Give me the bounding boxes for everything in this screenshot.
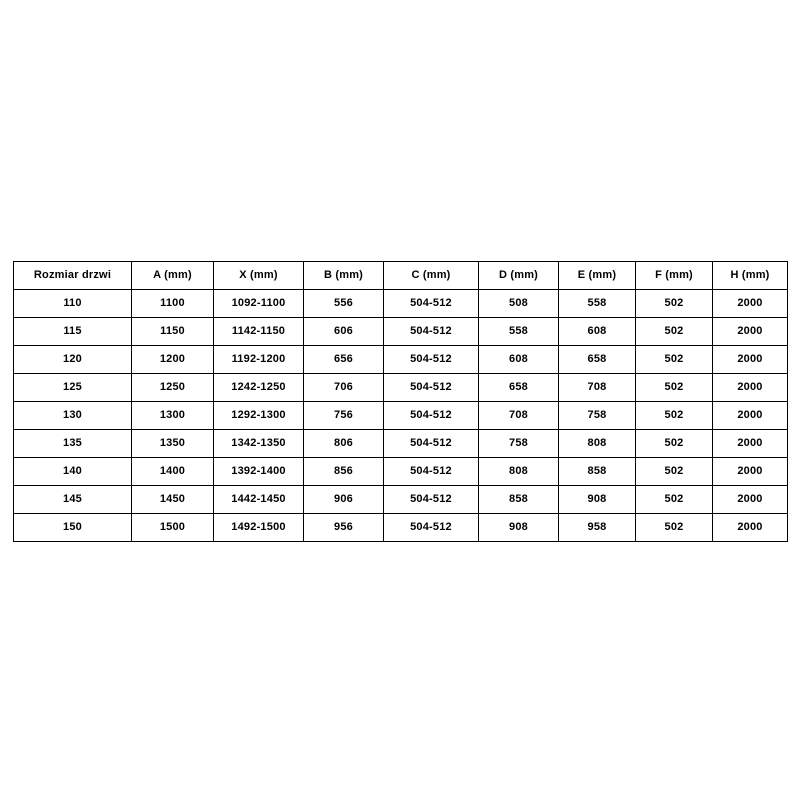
table-cell: 504-512 [384,430,479,458]
table-cell: 502 [636,458,713,486]
table-cell: 608 [479,346,559,374]
table-cell: 110 [14,290,132,318]
table-cell: 706 [304,374,384,402]
table-cell: 958 [559,514,636,542]
table-cell: 2000 [713,318,788,346]
table-row [14,430,788,458]
table-cell: 125 [14,374,132,402]
table-cell: 658 [479,374,559,402]
table-row [14,514,788,542]
table-row [14,458,788,486]
column-header: D (mm) [479,262,559,290]
table-cell: 656 [304,346,384,374]
table-cell: 1250 [132,374,214,402]
table-cell: 504-512 [384,290,479,318]
table-cell: 115 [14,318,132,346]
table-cell: 2000 [713,402,788,430]
table-cell: 1492-1500 [214,514,304,542]
table-cell: 502 [636,290,713,318]
table-row [14,290,788,318]
table-cell: 758 [479,430,559,458]
table-cell: 906 [304,486,384,514]
table-row [14,346,788,374]
table-cell: 558 [479,318,559,346]
table-cell: 1392-1400 [214,458,304,486]
table-cell: 135 [14,430,132,458]
table-cell: 1442-1450 [214,486,304,514]
table-cell: 1400 [132,458,214,486]
table-cell: 508 [479,290,559,318]
column-header: H (mm) [713,262,788,290]
table-cell: 908 [479,514,559,542]
column-header: Rozmiar drzwi [14,262,132,290]
table-cell: 558 [559,290,636,318]
table-cell: 145 [14,486,132,514]
table-cell: 1350 [132,430,214,458]
table-cell: 130 [14,402,132,430]
table-cell: 858 [479,486,559,514]
table-cell: 502 [636,374,713,402]
table-cell: 2000 [713,486,788,514]
table-header [14,262,788,290]
table-cell: 1292-1300 [214,402,304,430]
table-cell: 2000 [713,290,788,318]
column-header: B (mm) [304,262,384,290]
table-header-row [14,262,788,290]
table-cell: 504-512 [384,318,479,346]
table-cell: 708 [559,374,636,402]
table-cell: 502 [636,402,713,430]
column-header: X (mm) [214,262,304,290]
table-row [14,486,788,514]
table-cell: 502 [636,486,713,514]
table-cell: 1092-1100 [214,290,304,318]
table-cell: 808 [559,430,636,458]
table-cell: 504-512 [384,458,479,486]
table-cell: 1300 [132,402,214,430]
table-cell: 608 [559,318,636,346]
table-cell: 856 [304,458,384,486]
table-cell: 2000 [713,374,788,402]
table-row [14,402,788,430]
table-cell: 502 [636,514,713,542]
table-cell: 504-512 [384,514,479,542]
column-header: E (mm) [559,262,636,290]
table-cell: 1142-1150 [214,318,304,346]
table-cell: 502 [636,318,713,346]
table-cell: 2000 [713,514,788,542]
table-cell: 908 [559,486,636,514]
table-cell: 1150 [132,318,214,346]
table-cell: 150 [14,514,132,542]
table-cell: 1500 [132,514,214,542]
table-cell: 120 [14,346,132,374]
column-header: C (mm) [384,262,479,290]
table-cell: 1342-1350 [214,430,304,458]
table-body [14,290,788,542]
table-cell: 1200 [132,346,214,374]
table-cell: 140 [14,458,132,486]
table-cell: 504-512 [384,346,479,374]
table-cell: 858 [559,458,636,486]
table-cell: 504-512 [384,486,479,514]
table-row [14,318,788,346]
table-cell: 504-512 [384,402,479,430]
table-cell: 1100 [132,290,214,318]
table-row [14,374,788,402]
table-cell: 808 [479,458,559,486]
table-cell: 1450 [132,486,214,514]
table-cell: 1192-1200 [214,346,304,374]
table-cell: 606 [304,318,384,346]
table-cell: 758 [559,402,636,430]
table-cell: 2000 [713,346,788,374]
table-cell: 806 [304,430,384,458]
table-cell: 708 [479,402,559,430]
table-cell: 556 [304,290,384,318]
table-cell: 502 [636,430,713,458]
door-size-specification-table [13,261,788,542]
specification-table-container [13,261,787,542]
table-cell: 756 [304,402,384,430]
column-header: F (mm) [636,262,713,290]
table-cell: 658 [559,346,636,374]
table-cell: 1242-1250 [214,374,304,402]
table-cell: 2000 [713,430,788,458]
table-cell: 504-512 [384,374,479,402]
table-cell: 956 [304,514,384,542]
table-cell: 2000 [713,458,788,486]
column-header: A (mm) [132,262,214,290]
table-cell: 502 [636,346,713,374]
